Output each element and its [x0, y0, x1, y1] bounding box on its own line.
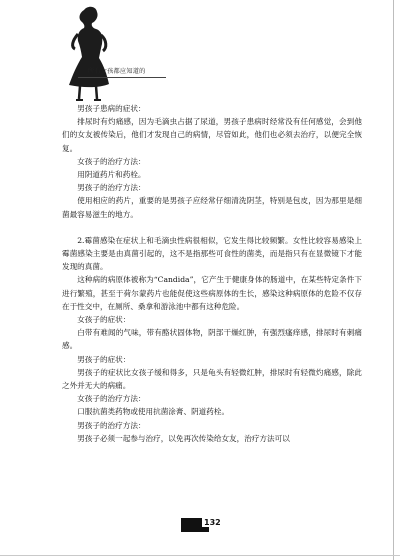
paragraph: 女孩子的治疗方法：	[77, 394, 146, 404]
paragraph: 女孩子的治疗方法：	[77, 156, 146, 166]
page-number: 132	[204, 518, 221, 527]
paragraph: 男孩子的症状：	[77, 354, 131, 364]
paragraph: 用阴道药片和药栓。	[77, 170, 146, 180]
paragraph: 排尿时有灼痛感，因为毛滴虫占据了尿道，男孩子患病时经常没有任何感觉，会到他们的女友被传染后，他们才发现自己的病情，尽管如此，他们也必须去治疗，以便完全恢复。	[62, 117, 362, 153]
paragraph: 这种病的病原体被称为“Candida”，它产生于健康身体的肠道中，在某些特定条件下进行繁殖，甚至于荷尔蒙药片也能促使这些病原体的生长，感染这种病原体的危险不仅存在于性交中，在厕所、桑拿和游泳池中都有这种危险。	[62, 275, 362, 311]
paragraph: 男孩子必须一起参与治疗，以免再次传染给女友，治疗方法可以	[77, 433, 290, 443]
header-rule	[78, 77, 166, 78]
paragraph: 2.霉菌感染在症状上和毛滴虫性病很相似，它发生得比较频繁。女性比较容易感染上霉菌感染主要是由真菌引起的，这不是指那些可食性的菌类，而是指只有在显微镜下才能发现的真菌。	[62, 235, 362, 272]
paragraph: 女孩子的症状：	[77, 315, 131, 325]
paragraph: 男孩子的治疗方法：	[77, 183, 146, 193]
paragraph: 口服抗菌类药物或使用抗菌涂膏、阴道药栓。	[77, 407, 230, 417]
paragraph: 白带有难闻的气味，带有酪状固体物，阴部干燥红肿，有强烈瘙痒感，排尿时有刺痛感。	[62, 328, 362, 351]
woman-silhouette-icon	[62, 2, 114, 106]
paragraph: 男孩子的症状比女孩子缓和得多，只是龟头有轻微红肿，排尿时有轻微灼痛感，除此之外并无大的病痛。	[62, 367, 362, 391]
paragraph: 使用相应的药片，重要的是男孩子应经常仔细清洗阴茎，特别是包皮，因为那里是细菌最容易滋生的地方。	[62, 196, 362, 219]
paragraph: 男孩子的治疗方法：	[77, 420, 146, 430]
page-edge-bottom	[0, 555, 400, 556]
header-title: 所有女孩都应知道的	[88, 68, 146, 75]
paragraph-gap	[62, 221, 362, 234]
main-text	[62, 102, 362, 445]
page-edge-right	[393, 0, 394, 560]
paragraph: 男孩子患病的症状：	[77, 104, 146, 113]
